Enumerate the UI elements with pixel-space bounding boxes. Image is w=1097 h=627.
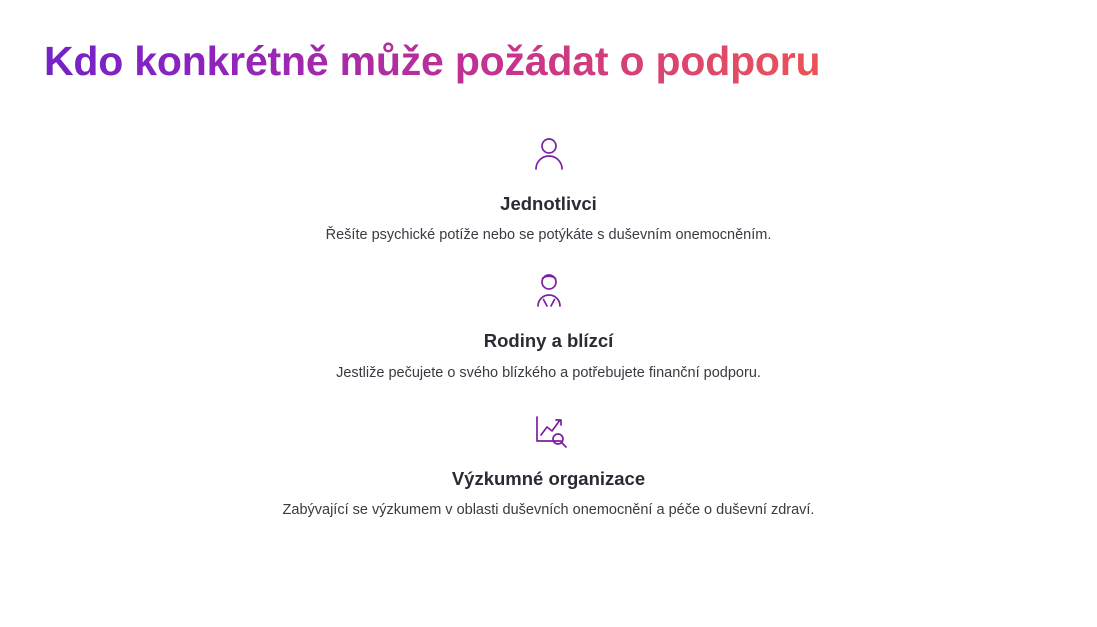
person-icon — [99, 131, 999, 177]
list-item — [99, 131, 999, 246]
list-item-title: Výzkumné organizace — [451, 467, 646, 489]
list-item-description: Řešíte psychické potíže nebo se potýkáte s duševním onemocněním. — [325, 227, 772, 244]
list-item-title: Rodiny a blízcí — [483, 330, 614, 352]
list-item — [99, 406, 999, 521]
family-person-icon — [99, 268, 999, 314]
chart-search-icon — [99, 406, 999, 452]
list-item-description: Jestliže pečujete o svého blízkého a potřebujete finanční podporu. — [336, 364, 761, 381]
audience-card-list — [0, 131, 1097, 521]
page-title: Kdo konkrétně může požádat o podporu — [0, 0, 1097, 85]
list-item — [99, 268, 999, 383]
list-item-title: Jednotlivci — [500, 193, 597, 215]
list-item-description: Zabývající se výzkumem v oblasti duševních onemocnění a péče o duševní zdraví. — [282, 501, 815, 518]
